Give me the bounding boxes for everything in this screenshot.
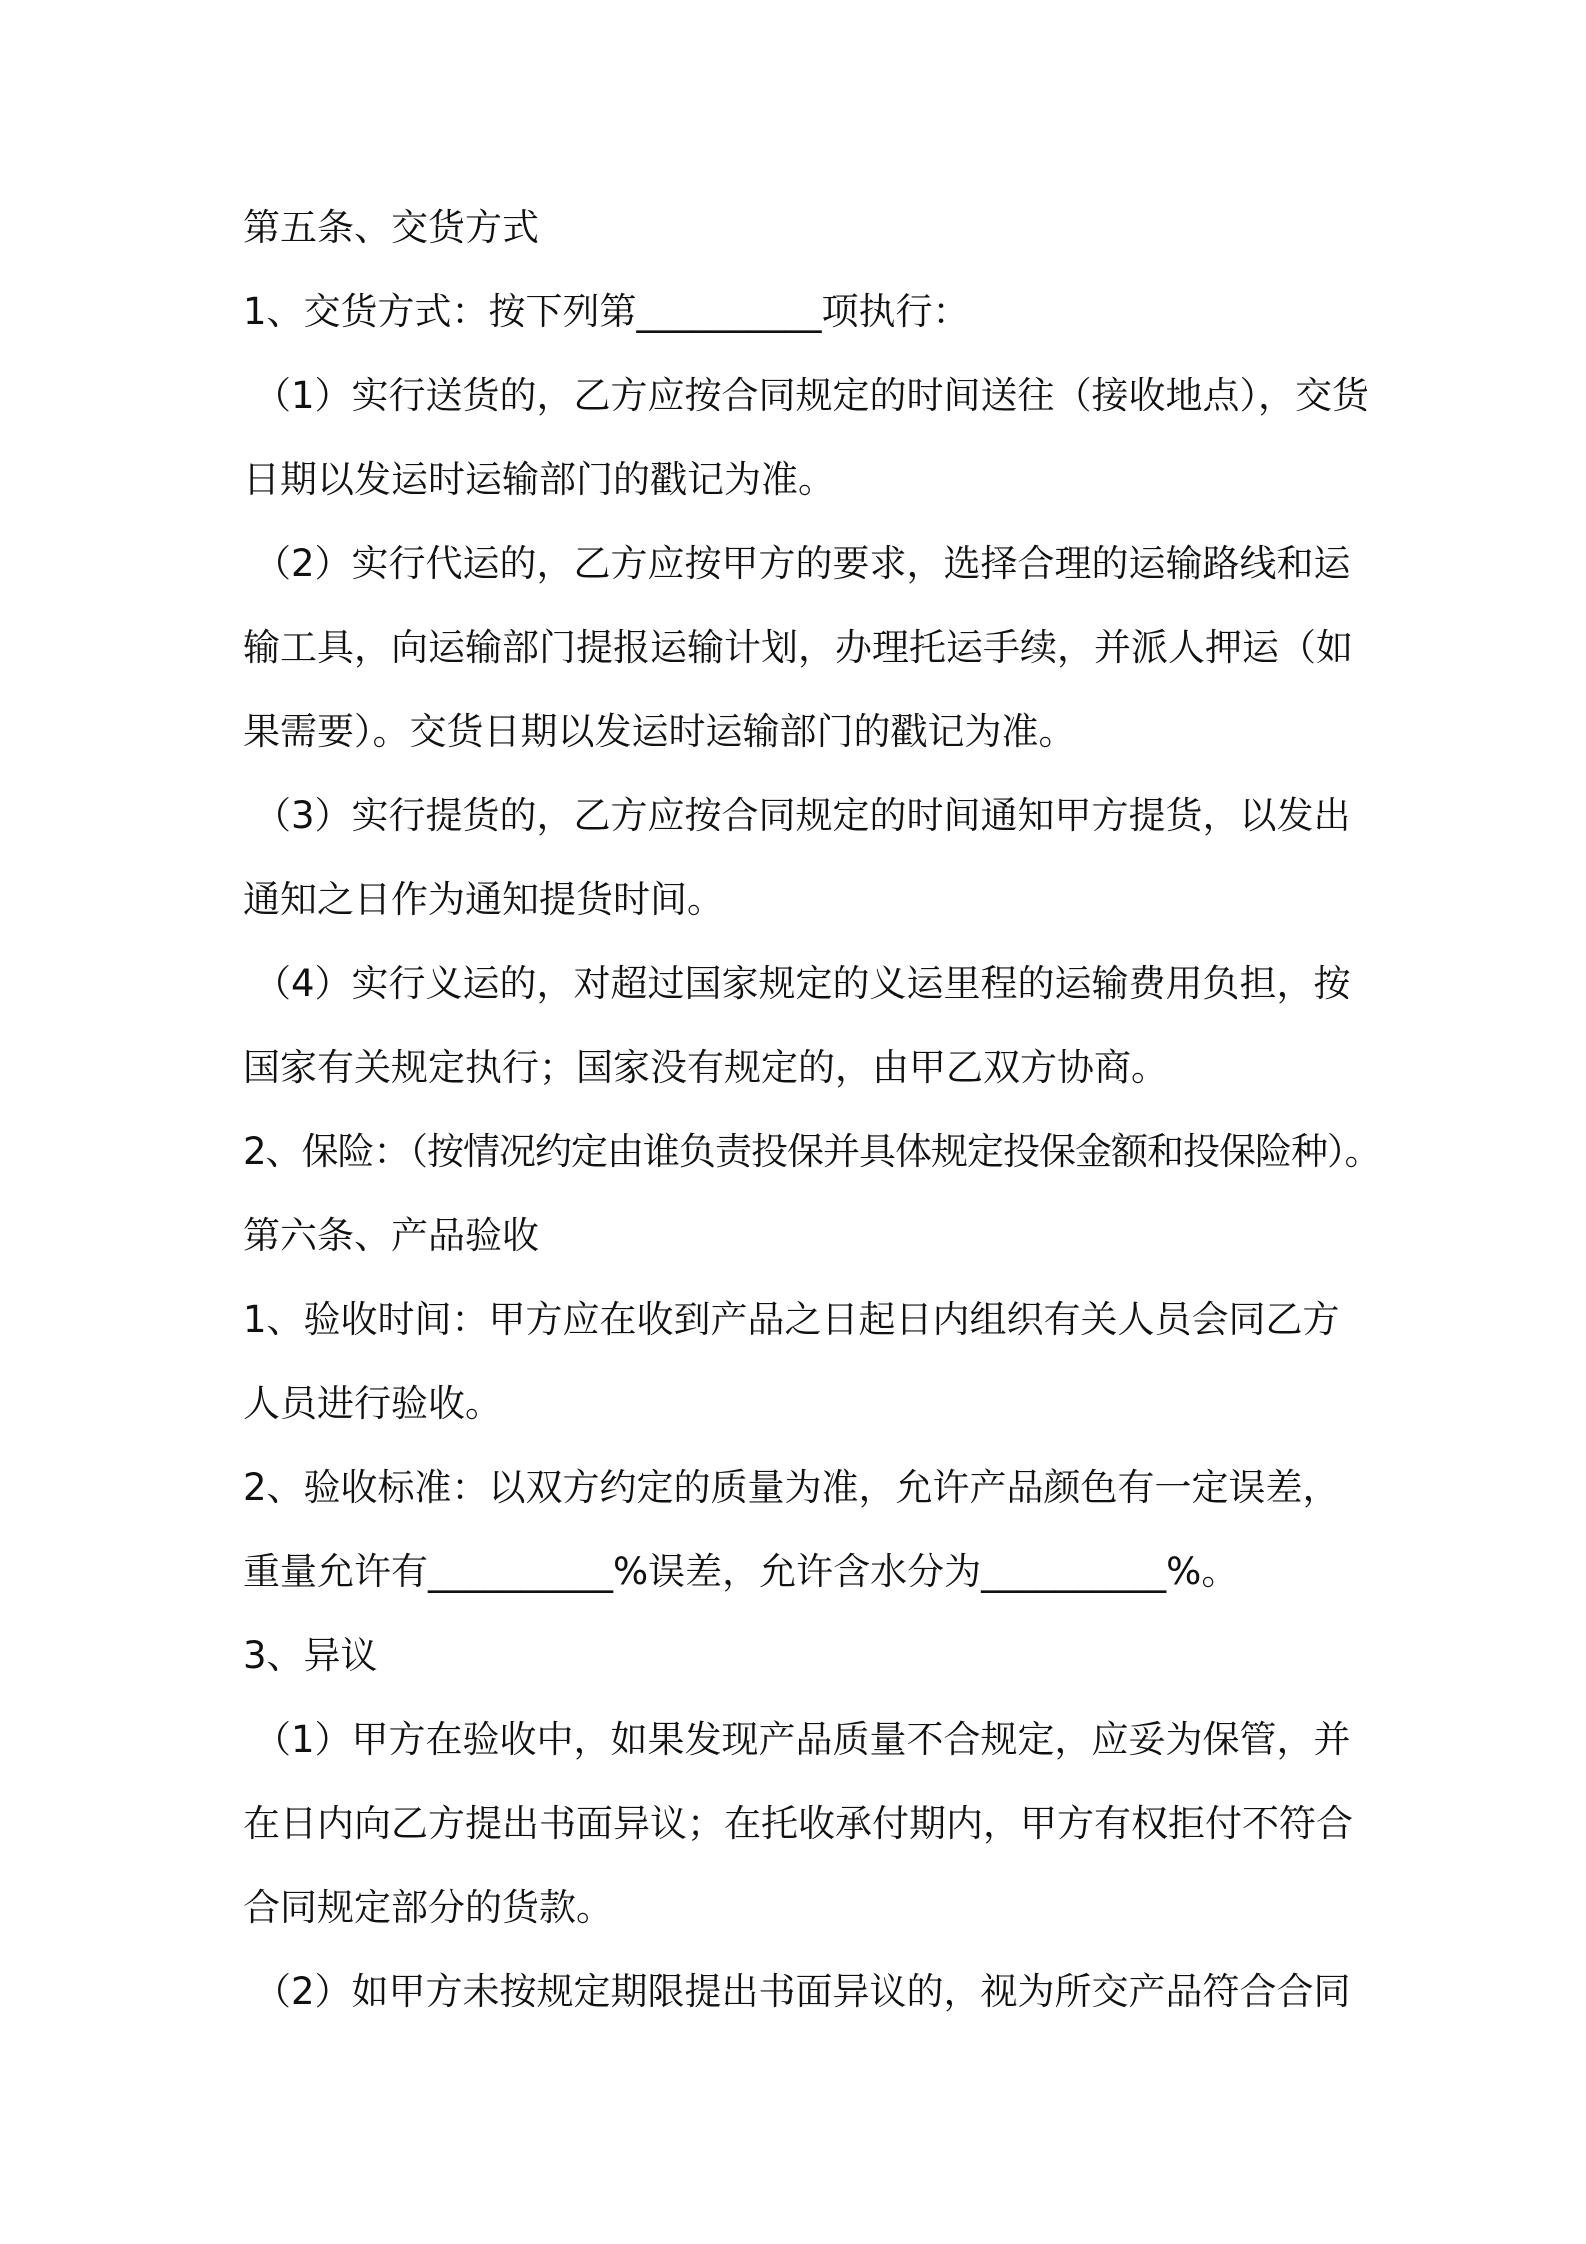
clause-5-1-4-line-2: 国家有关规定执行；国家没有规定的，由甲乙双方协商。 (243, 1046, 1168, 1089)
clause-5-1-2-line-2: 输工具，向运输部门提报运输计划，办理托运手续，并派人押运（如 (243, 626, 1353, 669)
clause-5-1-1-line-2: 日期以发运时运输部门的戳记为准。 (243, 458, 835, 501)
clause-5-1-4-line-1: （4）实行义运的，对超过国家规定的义运里程的运输费用负担，按 (254, 962, 1351, 1005)
article-6-heading: 第六条、产品验收 (243, 1214, 539, 1257)
clause-6-2-line-1: 2、验收标准：以双方约定的质量为准，允许产品颜色有一定误差， (243, 1466, 1340, 1509)
clause-6-1-line-2: 人员进行验收。 (243, 1382, 502, 1425)
clause-5-1-2-line-3: 果需要）。交货日期以发运时运输部门的戳记为准。 (243, 710, 1076, 753)
clause-6-2-line-2: 重量允许有__________%误差，允许含水分为__________%。 (243, 1550, 1239, 1593)
clause-6-3-objection-heading: 3、异议 (243, 1634, 378, 1677)
clause-5-1-3-line-1: （3）实行提货的，乙方应按合同规定的时间通知甲方提货，以发出 (254, 794, 1351, 837)
clause-6-3-1-line-3: 合同规定部分的货款。 (243, 1886, 613, 1929)
clause-5-1-delivery-method: 1、交货方式：按下列第__________项执行： (243, 290, 970, 333)
clause-6-3-1-line-1: （1）甲方在验收中，如果发现产品质量不合规定，应妥为保管，并 (254, 1718, 1351, 1761)
clause-6-3-2-line-1: （2）如甲方未按规定期限提出书面异议的，视为所交产品符合合同 (254, 1970, 1351, 2013)
clause-5-1-2-line-1: （2）实行代运的，乙方应按甲方的要求，选择合理的运输路线和运 (254, 542, 1351, 585)
clause-6-1-line-1: 1、验收时间：甲方应在收到产品之日起日内组织有关人员会同乙方 (243, 1298, 1340, 1341)
clause-6-3-1-line-2: 在日内向乙方提出书面异议；在托收承付期内，甲方有权拒付不符合 (243, 1802, 1353, 1845)
clause-5-1-3-line-2: 通知之日作为通知提货时间。 (243, 878, 724, 921)
clause-5-2-insurance: 2、保险：（按情况约定由谁负责投保并具体规定投保金额和投保险种）。 (243, 1130, 1381, 1173)
article-5-heading: 第五条、交货方式 (243, 206, 539, 249)
clause-5-1-1-line-1: （1）实行送货的，乙方应按合同规定的时间送往（接收地点），交货 (254, 374, 1370, 417)
